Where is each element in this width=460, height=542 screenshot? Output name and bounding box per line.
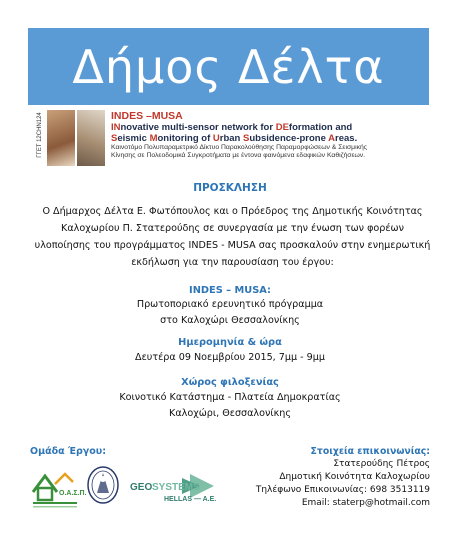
project-line-2 <box>111 133 433 144</box>
text-part: eismic <box>117 133 150 144</box>
hl-part: M <box>149 133 158 144</box>
contact-block <box>256 445 430 510</box>
date-section-text <box>0 350 460 366</box>
eaep-logo <box>29 462 87 510</box>
contact-title: Στοιχεία επικοινωνίας: <box>310 446 430 457</box>
hl-part: S <box>111 133 118 144</box>
text-part: reas. <box>335 133 358 144</box>
auth-seal-logo <box>85 465 121 509</box>
project-line-1 <box>111 122 433 133</box>
project-desc-2: Κίνησης σε Πολεοδομικά Συγκροτήματα με έντονα φαινόμενα εδαφικών Καθιζήσεων. <box>111 152 366 159</box>
project-section-line: Πρωτοποριακό ερευνητικό πρόγραμμα <box>136 299 324 310</box>
team-label: Ομάδα Έργου: <box>30 446 106 457</box>
contact-line: Δημοτική Κοινότητα Καλοχωρίου <box>279 472 430 482</box>
header-banner <box>28 28 429 105</box>
intro-line: Καλοχωρίου Π. Στατερούδης σε συνεργασία με την ένωση των φορέων <box>61 223 404 234</box>
statue-image-right <box>77 110 105 166</box>
side-code-text: ΓΓΕΤ 12CHN124 <box>36 112 43 158</box>
venue-section-text <box>0 390 460 422</box>
date-section-title: Ημερομηνία & ώρα <box>178 337 282 348</box>
contact-email[interactable]: Email: staterp@hotmail.com <box>301 498 430 508</box>
project-section-title: INDES – MUSA: <box>189 285 271 296</box>
date-line: Δευτέρα 09 Νοεμβρίου 2015, 7μμ - 9μμ <box>135 352 325 363</box>
hl-part: IN <box>111 122 121 133</box>
project-section-line: στο Καλοχώρι Θεσσαλονίκης <box>160 315 300 326</box>
project-text <box>111 110 433 160</box>
text-part: formation and <box>288 122 353 133</box>
side-code <box>33 110 45 168</box>
venue-line: Κοινοτικό Κατάστημα - Πλατεία Δημοκρατίας <box>119 392 341 403</box>
geosystems-hellas-logo <box>130 470 220 508</box>
hl-part: DE <box>275 122 289 133</box>
contact-line: Τηλέφωνο Επικοινωνίας: 698 3513119 <box>255 485 430 495</box>
intro-line: εκδήλωση για την παρουσίαση του έργου: <box>131 257 334 268</box>
hl-part: S <box>243 133 250 144</box>
project-info-block <box>33 110 433 168</box>
venue-line: Καλοχώρι, Θεσσαλονίκης <box>169 408 291 419</box>
project-title: INDES –MUSA <box>111 110 183 122</box>
svg-text:GEO: GEO <box>130 482 153 493</box>
contact-line: Στατερούδης Πέτρος <box>333 459 430 469</box>
svg-text:SYSTEMS: SYSTEMS <box>152 482 200 493</box>
banner-title: Δήμος Δέλτα <box>72 39 385 94</box>
project-desc-1: Καινοτόμο Πολυπαραμετρικό Δίκτυο Παρακολούθησης Παραμορφώσεων & Σεισμικής <box>111 144 368 151</box>
hl-part: U <box>212 133 220 144</box>
intro-line: Ο Δήμαρχος Δέλτα Ε. Φωτόπουλος και ο Πρόεδρος της Δημοτικής Κοινότητας <box>42 206 423 217</box>
text-part: ubsidence-prone <box>249 133 329 144</box>
venue-section-title: Χώρος φιλοξενίας <box>181 377 279 388</box>
intro-paragraph <box>20 203 445 271</box>
project-section-text <box>0 297 460 329</box>
invitation-heading: ΠΡΟΣΚΛΗΣΗ <box>193 182 267 194</box>
svg-text:HELLAS — A.E.: HELLAS — A.E. <box>164 496 217 503</box>
text-part: rban <box>219 133 243 144</box>
text-part: novative multi-sensor network for <box>120 122 276 133</box>
statue-image <box>47 110 105 166</box>
hl-part: A <box>328 133 336 144</box>
text-part: onitoring of <box>157 133 213 144</box>
eaep-logo-text: Ο.Α.Σ.Π. <box>59 490 87 497</box>
statue-image-left <box>47 110 75 166</box>
intro-line: υλοποίησης του προγράμματος INDES - MUSA σας προσκαλούν στην ενημερωτική <box>34 240 431 251</box>
